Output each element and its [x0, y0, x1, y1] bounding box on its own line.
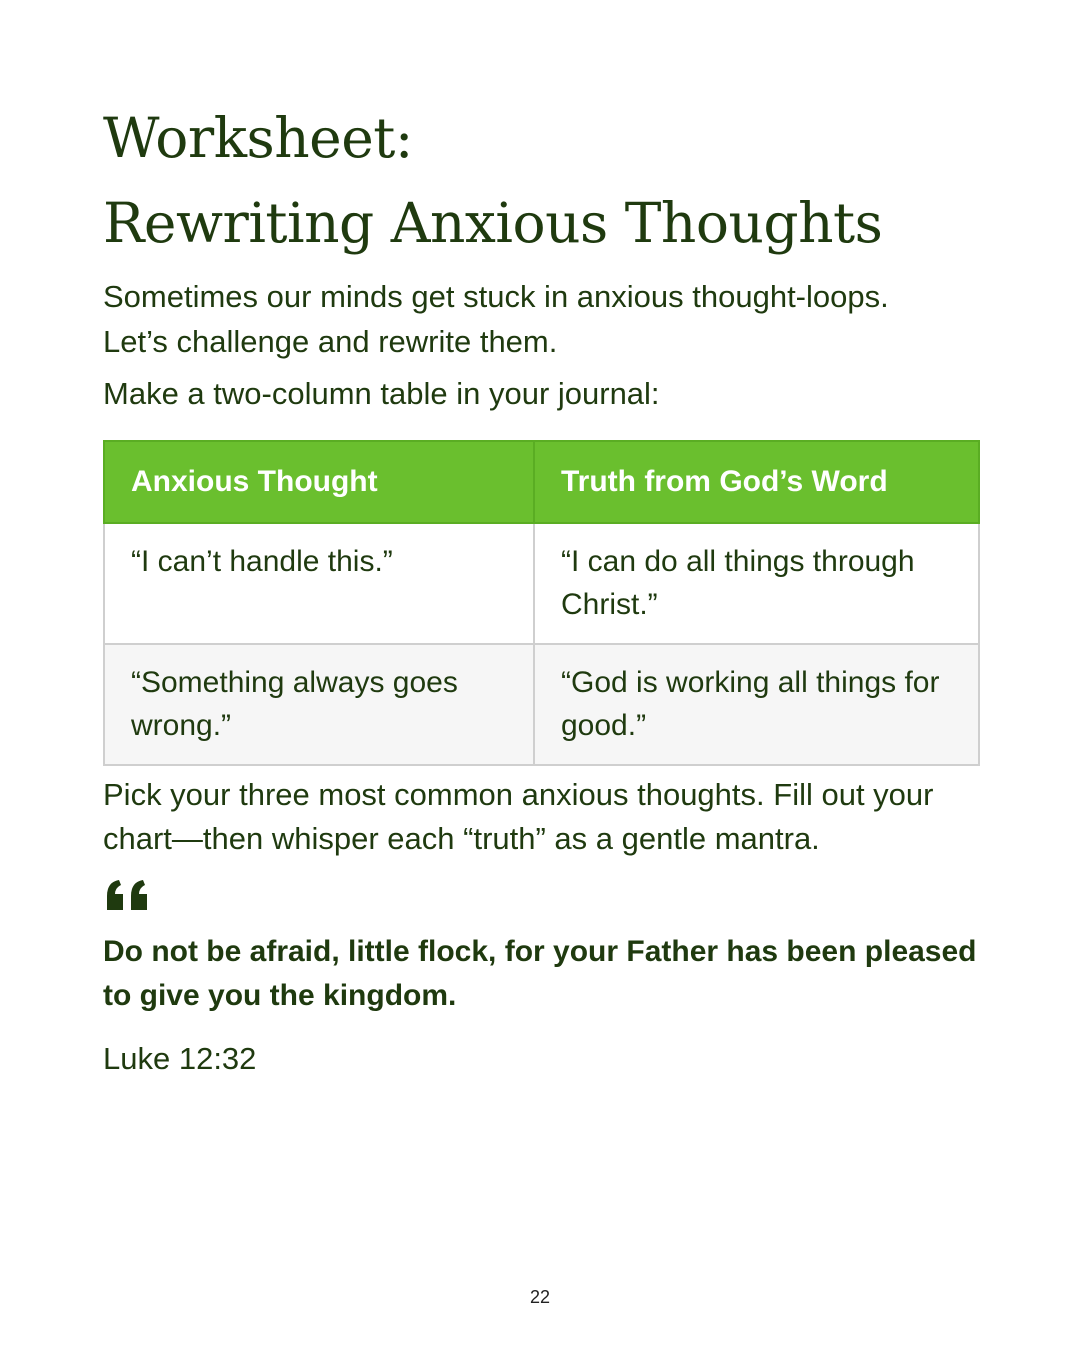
table-cell-thought: “Something always goes wrong.”: [104, 644, 534, 765]
thoughts-table: [103, 440, 980, 766]
instruction-text: Make a two-column table in your journal:: [103, 376, 660, 411]
quote-mark-icon: [103, 862, 163, 922]
title-line-2: Rewriting Anxious Thoughts: [103, 191, 883, 255]
table-row: [104, 644, 979, 765]
followup-text: Pick your three most common anxious thoughts. Fill out your chart—then whisper each “truth” as a gentle mantra.: [103, 777, 934, 856]
header-truth: Truth from God’s Word: [534, 441, 979, 523]
table-row: [104, 523, 979, 644]
intro-paragraph: [103, 274, 977, 364]
page-number: 22: [529, 1287, 551, 1307]
table-header-row: [104, 441, 979, 523]
table-cell-truth: “God is working all things for good.”: [534, 644, 979, 765]
table-cell-truth: “I can do all things through Christ.”: [534, 523, 979, 644]
verse-reference: Luke 12:32: [103, 1041, 257, 1076]
title-line-1: Worksheet:: [103, 106, 413, 170]
header-anxious-thought: Anxious Thought: [104, 441, 534, 523]
verse-quote: Do not be afraid, little flock, for your Father has been pleased to give you the kingdom.: [103, 935, 977, 1012]
intro-line-2: Let’s challenge and rewrite them.: [103, 324, 558, 359]
table-cell-thought: “I can’t handle this.”: [104, 523, 534, 644]
intro-line-1: Sometimes our minds get stuck in anxious thought-loops.: [103, 279, 889, 314]
page-title: [103, 96, 977, 266]
